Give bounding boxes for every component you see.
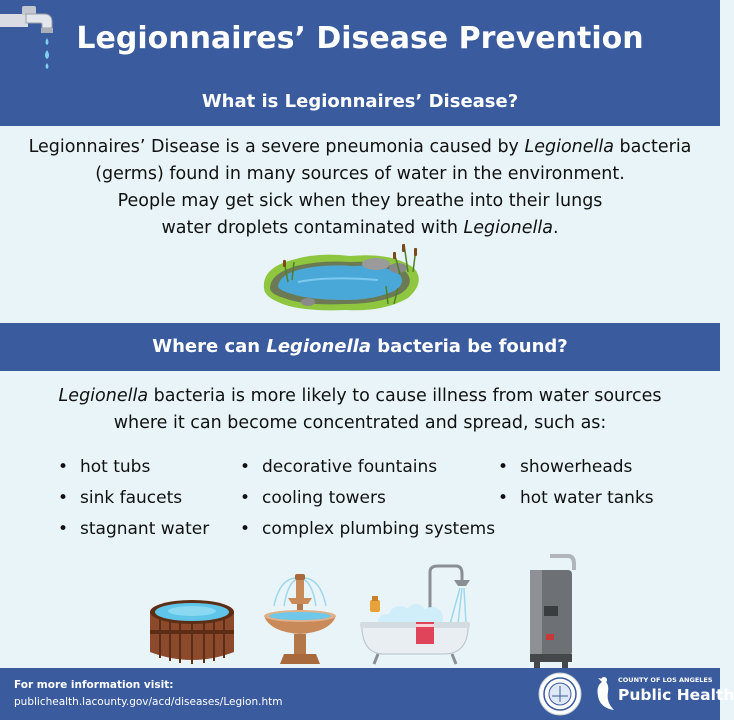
definition-line2: (germs) found in many sources of water in the environment. <box>95 164 625 184</box>
public-health-logo-icon <box>592 674 616 714</box>
water-heater-icon <box>522 556 580 668</box>
county-seal-icon <box>538 672 582 716</box>
fountain-icon <box>260 566 340 666</box>
footer-url[interactable]: publichealth.lacounty.gov/acd/diseases/Legion.htm <box>14 696 283 708</box>
bathtub-shower-icon <box>360 566 470 666</box>
hot-tub-icon <box>146 594 238 666</box>
bullet-list-col2 <box>240 452 495 545</box>
sources-line1: Legionella bacteria is more likely to cause illness from water sources <box>58 386 662 406</box>
pond-icon <box>258 242 426 314</box>
list-item: • decorative fountains <box>240 452 495 483</box>
logo-public-health-text: Public Health <box>618 686 734 704</box>
footer-label: For more information visit: <box>14 679 174 691</box>
list-item: • sink faucets <box>58 483 209 514</box>
list-item: • hot water tanks <box>498 483 654 514</box>
page-title: Legionnaires’ Disease Prevention <box>76 21 644 56</box>
section-heading-where-found: Where can Legionella bacteria be found? <box>0 323 720 371</box>
sources-line2: where it can become concentrated and spread, such as: <box>113 413 607 433</box>
list-item: • cooling towers <box>240 483 495 514</box>
definition-line3: People may get sick when they breathe into their lungs <box>117 191 603 211</box>
list-item: • hot tubs <box>58 452 209 483</box>
definition-line4: water droplets contaminated with Legionella. <box>161 218 559 238</box>
definition-paragraph <box>20 134 700 242</box>
bullet-list-col3 <box>498 452 654 514</box>
section-heading-what-is: What is Legionnaires’ Disease? <box>0 78 720 126</box>
sources-paragraph <box>20 383 700 437</box>
logo-county-text: COUNTY OF LOS ANGELES <box>618 676 713 684</box>
bullet-list-col1 <box>58 452 209 545</box>
list-item: • stagnant water <box>58 514 209 545</box>
definition-line1: Legionnaires’ Disease is a severe pneumonia caused by Legionella bacteria <box>28 137 692 157</box>
list-item: • showerheads <box>498 452 654 483</box>
list-item: • complex plumbing systems <box>240 514 495 545</box>
